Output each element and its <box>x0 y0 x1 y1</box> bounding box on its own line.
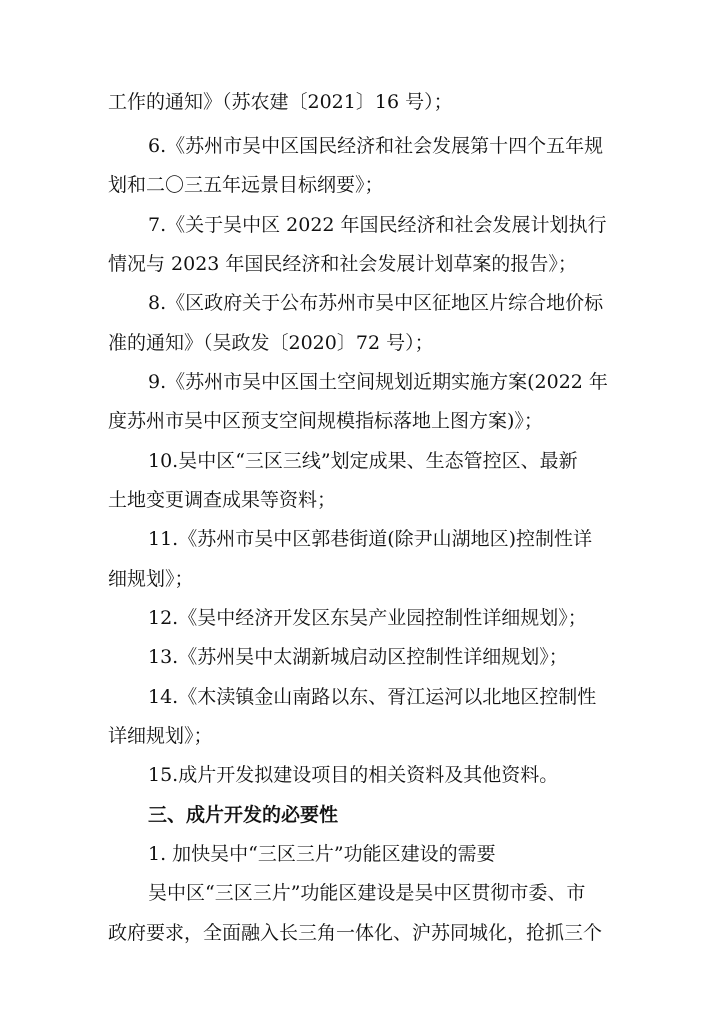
subsection-heading: 1. 加快吴中“三区三片”功能区建设的需要 <box>148 843 496 865</box>
body-text-line: 详细规划》； <box>108 725 213 747</box>
body-text-line: 度苏州市吴中区预支空间规模指标落地上图方案)》； <box>108 410 543 432</box>
body-text-line: 准的通知》（吴政发〔2020〕72 号）； <box>108 332 434 354</box>
list-item-7: 7.《关于吴中区 2022 年国民经济和社会发展计划执行 <box>148 214 607 236</box>
list-item-9: 9.《苏州市吴中区国土空间规划近期实施方案(2022 年 <box>148 371 608 393</box>
body-text-line: 划和二〇三五年远景目标纲要》； <box>108 174 384 196</box>
body-text-line: 工作的通知》（苏农建〔2021〕16 号）； <box>108 91 453 113</box>
list-item-6: 6.《苏州市吴中区国民经济和社会发展第十四个五年规 <box>148 135 604 157</box>
body-text-line: 细规划》； <box>108 568 194 590</box>
list-item-12: 12.《吴中经济开发区东吴产业园控制性详细规划》； <box>148 607 587 629</box>
list-item-14: 14.《木渎镇金山南路以东、胥江运河以北地区控制性 <box>148 686 597 708</box>
paragraph-line: 吴中区“三区三片”功能区建设是吴中区贯彻市委、市 <box>148 882 586 904</box>
body-text-line: 情况与 2023 年国民经济和社会发展计划草案的报告》； <box>108 253 577 275</box>
list-item-11: 11.《苏州市吴中区郭巷街道(除尹山湖地区)控制性详 <box>148 528 593 550</box>
list-item-10: 10.吴中区“三区三线”划定成果、生态管控区、最新 <box>148 450 578 472</box>
section-heading: 三、成片开发的必要性 <box>148 804 339 826</box>
body-text-line: 土地变更调查成果等资料； <box>108 489 337 511</box>
list-item-8: 8.《区政府关于公布苏州市吴中区征地区片综合地价标 <box>148 292 604 314</box>
paragraph-line: 政府要求，全面融入长三角一体化、沪苏同城化，抢抓三个 <box>108 922 603 944</box>
list-item-15: 15.成片开发拟建设项目的相关资料及其他资料。 <box>148 764 559 786</box>
list-item-13: 13.《苏州吴中太湖新城启动区控制性详细规划》； <box>148 646 568 668</box>
